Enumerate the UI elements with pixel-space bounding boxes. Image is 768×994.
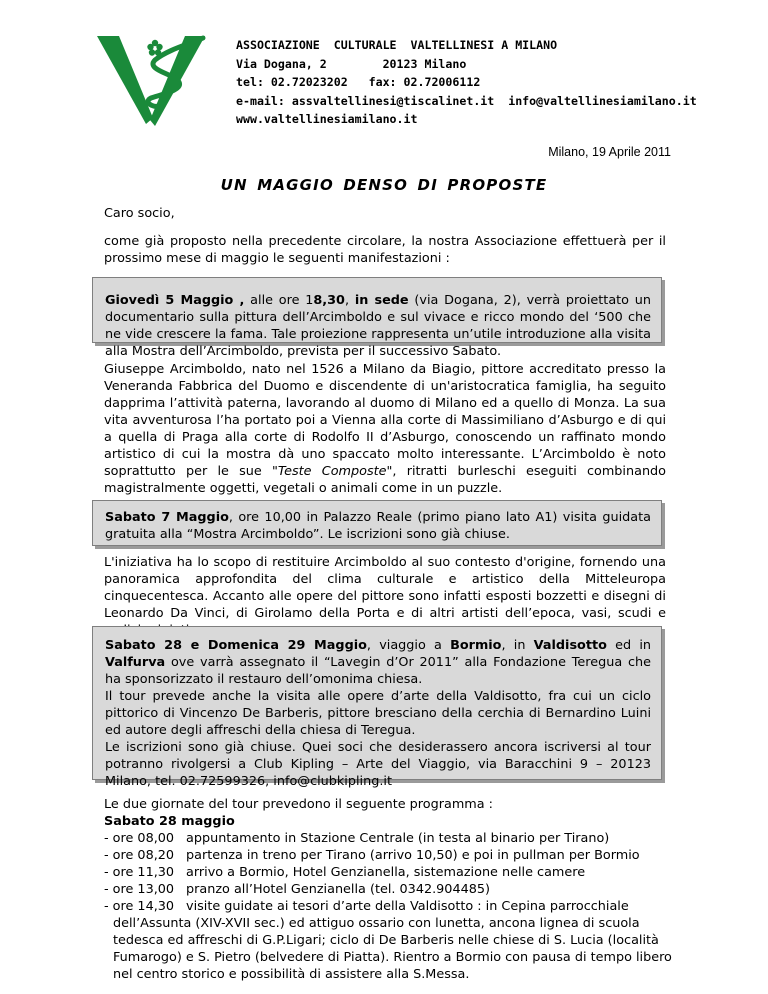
- intro-paragraph: come già proposto nella precedente circolare, la nostra Associazione effettuerà per il prossimo mese di maggio le seguenti manifestazioni :: [104, 234, 666, 266]
- event3-tour-info: Il tour prevede anche la visita alle opere d’arte della Valdisotto, fra cui un ciclo pittorico di Vincenzo De Barberis, pittore bresciano della cerchia di Bernardino Luini ed autore degli affreschi della chiesa di Teregua.: [105, 689, 651, 738]
- event3-date: Sabato 28 e Domenica 29 Maggio: [105, 638, 367, 653]
- association-phone: tel: 02.72023202 fax: 02.72006112: [236, 75, 481, 89]
- letter-date: Milano, 19 Aprile 2011: [548, 145, 671, 159]
- event1-text-b: ,: [344, 293, 355, 308]
- event-box-2: [92, 500, 662, 546]
- programme-item: [104, 881, 684, 898]
- programme-item-time: - ore 08,20: [104, 848, 175, 863]
- event-box-3: [92, 626, 662, 789]
- event1-time: 8,30: [313, 293, 345, 308]
- event3-text-a: , viaggio a: [366, 638, 451, 653]
- arcimboldo-paragraph: [104, 361, 666, 497]
- programme-item-time: - ore 08,00: [104, 831, 175, 846]
- programme-item-time: - ore 14,30: [104, 899, 175, 914]
- programme-item-desc: partenza in treno per Tirano (arrivo 10,50) e poi in pullman per Bormio: [186, 848, 640, 863]
- event2-text: , ore 10,00 in Palazzo Reale (primo piano lato A1) visita guidata gratuita alla “Mostra Arcimboldo”. Le iscrizioni sono già chiuse.: [105, 510, 651, 542]
- programme-item-desc: appuntamento in Stazione Centrale (in testa al binario per Tirano): [186, 831, 610, 846]
- teste-composte: "Teste Composte": [271, 464, 393, 479]
- event3-text-b: , in: [501, 638, 534, 653]
- association-header: [236, 36, 697, 129]
- programme-item: [104, 898, 684, 915]
- programme-item-desc: arrivo a Bormio, Hotel Genzianella, sistemazione nelle camere: [186, 865, 586, 880]
- exhibition-paragraph: L'iniziativa ha lo scopo di restituire Arcimboldo al suo contesto d'origine, fornendo una panoramica approfondita del clima culturale e artistico della Mitteleuropa cinquecentesca. Accanto alle opere del pittore sono infatti esposti bozzetti e disegni di Leonardo Da Vinci, di Girolamo della Porta e di altri artisti dell’epoca, vasi, scudi e: [104, 555, 666, 621]
- programme-section: [104, 796, 684, 983]
- arcimboldo-text-b: , ritratti burleschi eseguiti combinando magistralmente oggetti, vegetali o animali come in un puzzle.: [104, 464, 667, 496]
- event3-text-c: ed in: [606, 638, 651, 653]
- event2-date: Sabato 7 Maggio: [105, 510, 229, 525]
- programme-item-desc: pranzo all’Hotel Genzianella (tel. 0342.904485): [186, 882, 491, 897]
- greeting: Caro socio,: [104, 206, 175, 221]
- event-box-1: [92, 277, 662, 359]
- event3-text-d: ove varrà assegnato il “Lavegin d’Or 2011” alla Fondazione Teregua che ha sponsorizzato il restauro dell’omonima chiesa.: [105, 655, 651, 687]
- event1-date: Giovedì 5 Maggio ,: [105, 293, 245, 308]
- programme-item: [104, 864, 684, 881]
- association-name: ASSOCIAZIONE CULTURALE VALTELLINESI A MILANO: [236, 38, 558, 52]
- arcimboldo-text-a: Giuseppe Arcimboldo, nato nel 1526 a Milano da Biagio, pittore accreditato presso la Veneranda Fabbrica del Duomo e discendente di un'aristocratica famiglia, ha seguito dapprima l’attività paterna, lavorando al duomo di Milano ed a quello di Monza. La sua vita avventurosa l’ha portato poi a Vienna alla corte di Massimiliano d’Asburgo e di qui a quella di Praga alla corte di Rodolfo II d’Asburgo, conoscendo un raffinato mondo artistico di cui la mostra dà uno spaccato molto interessante. L’Arcimboldo è noto soprattutto per le sue: [104, 362, 666, 479]
- association-address: Via Dogana, 2 20123 Milano: [236, 56, 467, 71]
- letter-title: UN MAGGIO DENSO DI PROPOSTE: [220, 176, 548, 194]
- programme-item: [104, 847, 684, 864]
- programme-intro: Le due giornate del tour prevedono il seguente programma :: [104, 797, 493, 812]
- event1-text-c: (via Dogana, 2), verrà proiettato un documentario sulla pittura dell’Arcimboldo e sul vivace e ricco mondo del ‘500 che ne vide crescere la fama. Tale proiezione rappresenta un’utile introduzione alla visita alla Mostra dell’Arcimboldo, prevista per il successivo Sabato.: [105, 293, 652, 359]
- programme-item-time: - ore 13,00: [104, 882, 175, 897]
- event1-text-a: alle ore 1: [244, 293, 314, 308]
- programme-item: [104, 830, 684, 847]
- association-email: e-mail: assvaltellinesi@tiscalinet.it info@valtellinesiamilano.it: [236, 93, 697, 108]
- programme-item-time: - ore 11,30: [104, 865, 175, 880]
- event3-place-bormio: Bormio: [450, 638, 502, 653]
- association-logo: [93, 30, 233, 130]
- programme-item-desc: visite guidate ai tesori d’arte della Valdisotto : in Cepina parrocchiale: [186, 899, 629, 914]
- event3-place-valfurva: Valfurva: [105, 655, 166, 670]
- event3-place-valdisotto: Valdisotto: [533, 638, 607, 653]
- programme-day: Sabato 28 maggio: [104, 814, 235, 829]
- association-website: www.valtellinesiamilano.it: [236, 112, 418, 126]
- event3-registration-info: Le iscrizioni sono già chiuse. Quei soci che desiderassero ancora iscriversi al tour potranno rivolgersi a Club Kipling – Arte del Viaggio, via Baracchini 9 – 20123 Milano, tel. 02.72599326, info@clubkipling.it: [105, 740, 651, 789]
- programme-continuation: dell’Assunta (XIV-XVII sec.) ed attiguo ossario con lunetta, ancona lignea di scuola tedesca ed affreschi di G.P.Ligari; ciclo di De Barberis nelle chiese di S. Lucia (località Fumarogo) e S. Pietro (belvedere di Piatta). Rientro a Bormio con pausa di tempo libero nel centro storico e possibilità di assistere alla S.Messa.: [113, 916, 672, 982]
- event1-place: in sede: [354, 293, 409, 308]
